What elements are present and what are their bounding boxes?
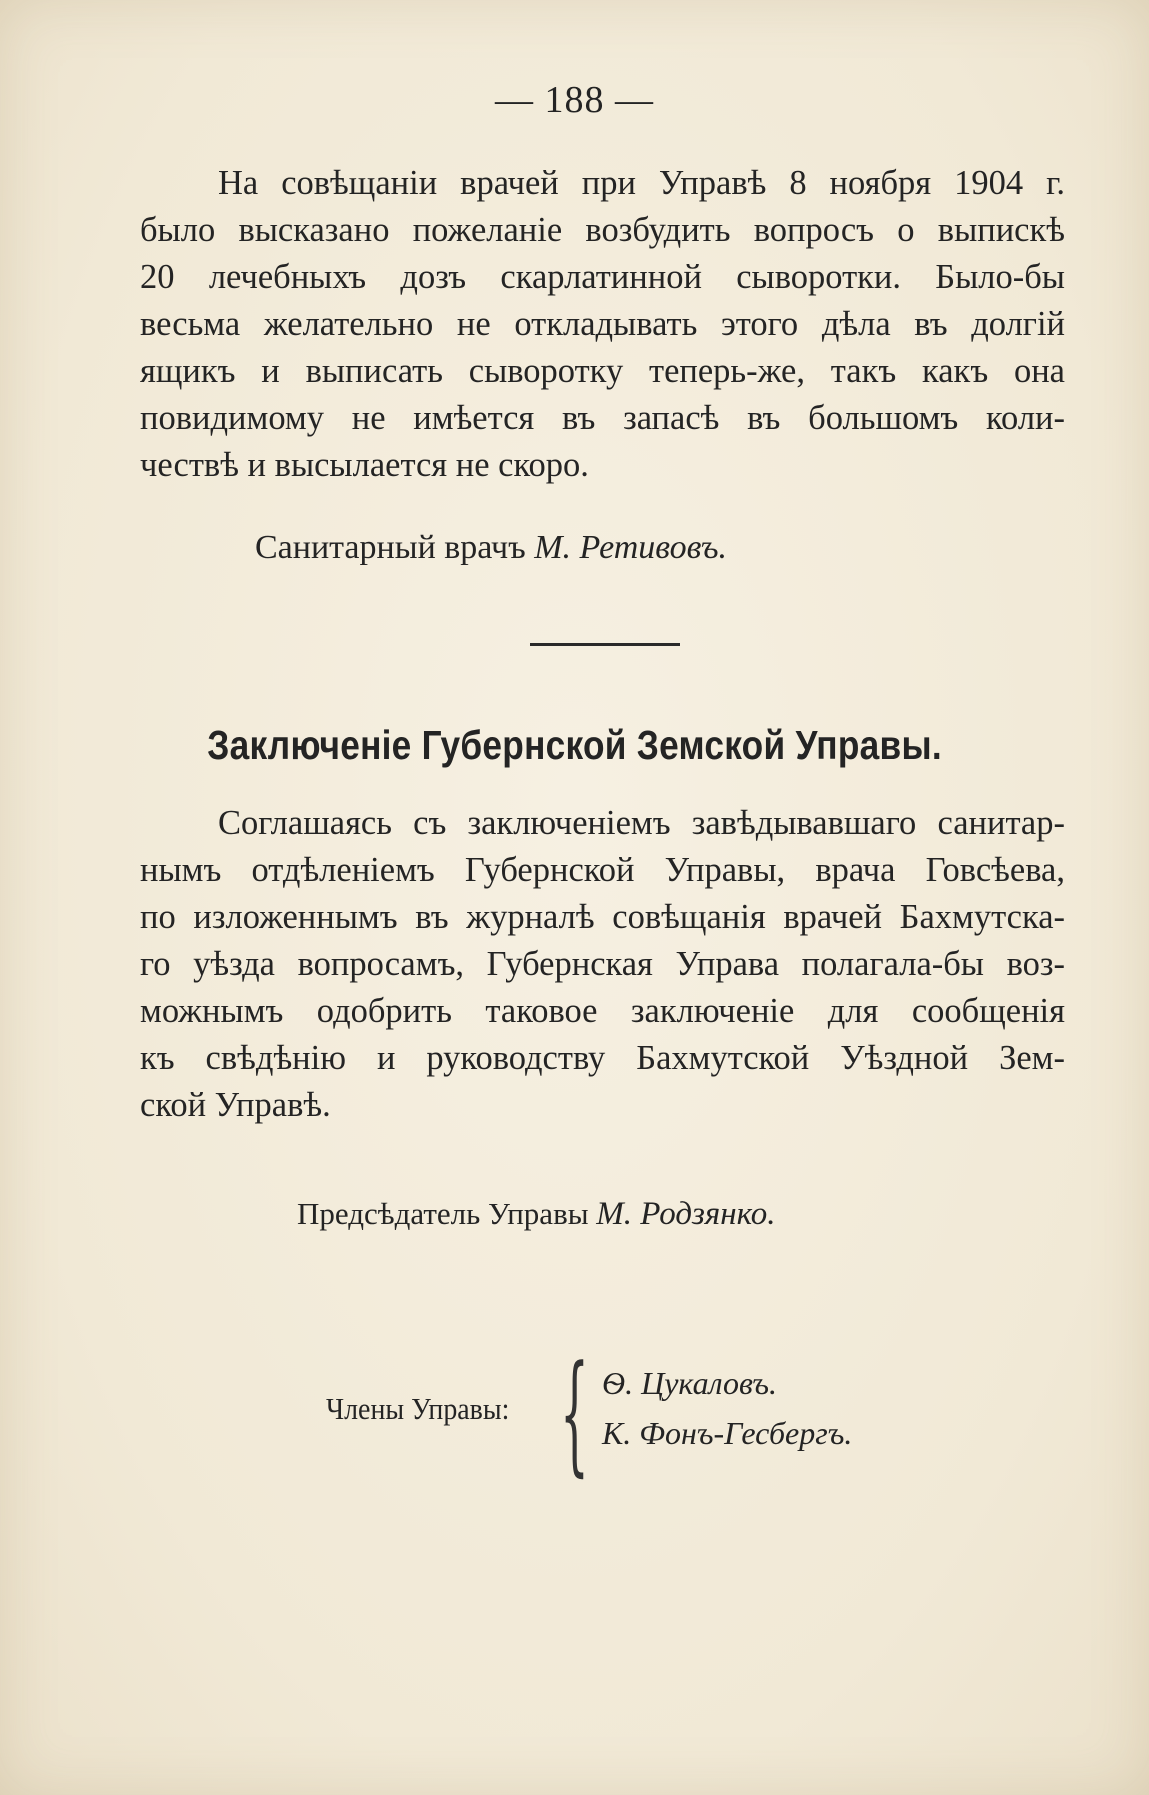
section-divider	[530, 643, 680, 646]
paragraph-meeting-note	[140, 160, 1065, 489]
members-label: Члены Управы:	[326, 1391, 510, 1426]
page-number: — 188 —	[495, 79, 654, 121]
member-name: К. Фонъ-Гесбергъ.	[602, 1415, 853, 1451]
section-heading: Заключеніе Губернской Земской Управы.	[207, 722, 942, 768]
text-line: нымъ отдѣленіемъ Губернской Управы, врача Говсѣева,	[140, 851, 1065, 889]
signature-title: Санитарный врачъ	[255, 529, 526, 566]
text-line: весьма желательно не откладывать этого дѣла въ долгій	[140, 305, 1065, 343]
signature-name: М. Родзянко.	[596, 1196, 776, 1232]
text-line: по изложеннымъ въ журналѣ совѣщанія врачей Бахмутска-	[140, 898, 1065, 936]
text-line: къ свѣдѣнію и руководству Бахмутской Уѣздной Зем-	[140, 1039, 1065, 1077]
text-line: 20 лечебныхъ дозъ скарлатинной сыворотки. Было-бы	[140, 258, 1065, 296]
text-line: ящикъ и выписать сыворотку теперь-же, такъ какъ она	[140, 352, 1065, 390]
board-members	[0, 1337, 1149, 1489]
signature-chairman	[297, 1196, 776, 1233]
text-line: На совѣщаніи врачей при Управѣ 8 ноября 1904 г.	[218, 164, 1065, 202]
paragraph-conclusion	[140, 800, 1065, 1129]
member-name: Ѳ. Цукаловъ.	[602, 1365, 778, 1401]
text-line: чествѣ и высылается не скоро.	[140, 446, 589, 484]
text-line: ской Управѣ.	[140, 1086, 331, 1124]
curly-brace-icon: {	[560, 1337, 589, 1489]
text-line: можнымъ одобрить таковое заключеніе для сообщенія	[140, 992, 1065, 1030]
text-line: повидимому не имѣется въ запасѣ въ большомъ коли-	[140, 399, 1065, 437]
signature-title: Предсѣдатель Управы	[297, 1196, 589, 1231]
text-line: го уѣзда вопросамъ, Губернская Управа полагала-бы воз-	[140, 945, 1065, 983]
signature-name: М. Ретивовъ.	[534, 529, 728, 566]
signature-sanitary-doctor	[255, 529, 727, 567]
text-line: Соглашаясь съ заключеніемъ завѣдывавшаго санитар-	[218, 804, 1065, 842]
text-line: было высказано пожеланіе возбудить вопросъ о выпискѣ	[140, 211, 1065, 249]
